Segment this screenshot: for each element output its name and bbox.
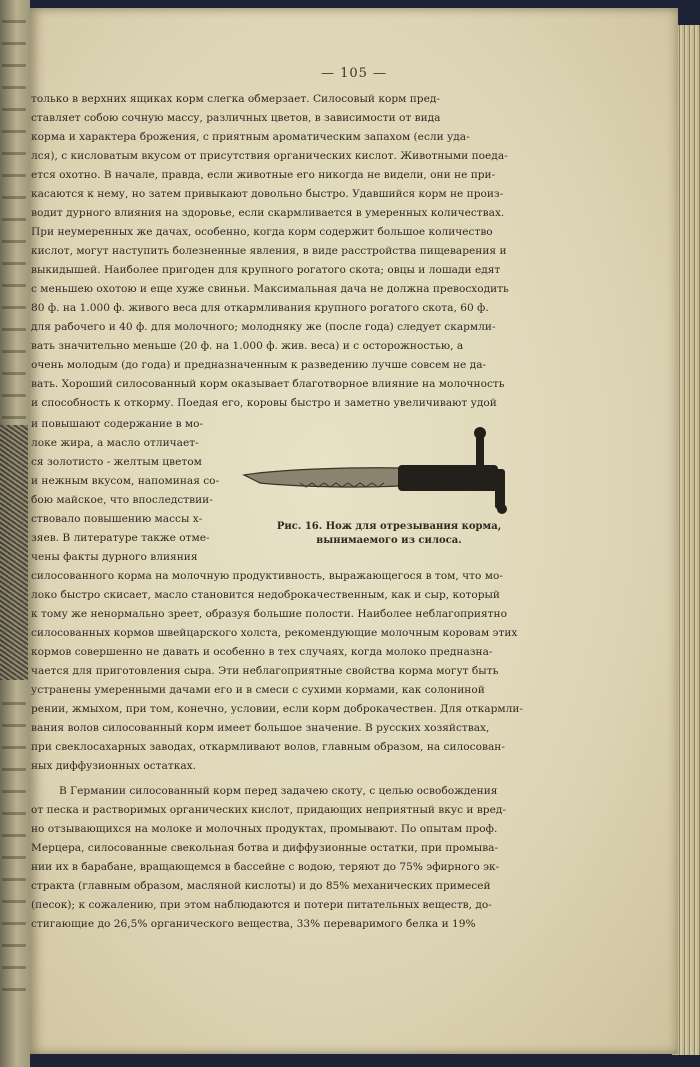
left-page-ghost-line xyxy=(2,702,26,705)
left-page-ghost-line xyxy=(2,20,26,23)
left-page-ghost-line xyxy=(2,988,26,991)
text-block-top xyxy=(31,90,531,413)
text-line: кормов совершенно не давать и особенно в тех случаях, когда молоко предназна- xyxy=(31,646,493,658)
text-line: вать значительно меньше (20 ф. на 1.000 ф. жив. веса) и с осторожностью, а xyxy=(31,340,464,352)
text-line: корма и характера брожения, с приятным ароматическим запахом (если уда- xyxy=(31,131,470,143)
left-page-ghost-line xyxy=(2,768,26,771)
left-page-ghost-line xyxy=(2,42,26,45)
text-line: стракта (главным образом, масляной кислоты) и до 85% механических примесей xyxy=(31,880,491,892)
left-page-ghost-line xyxy=(2,834,26,837)
text-line: для рабочего и 40 ф. для молочного; молодняку же (после года) следует скармли- xyxy=(31,321,496,333)
left-page-ghost-line xyxy=(2,746,26,749)
left-page-ghost-line xyxy=(2,812,26,815)
left-page-ghost-line xyxy=(2,944,26,947)
text-line: ся золотисто - желтым цветом xyxy=(31,456,202,468)
text-line: рении, жмыхом, при том, конечно, условии, если корм доброкачествен. Для откармли- xyxy=(31,703,523,715)
text-line: При неумеренных же дачах, особенно, когда корм содержит большое количество xyxy=(31,226,493,238)
left-page-ghost-line xyxy=(2,174,26,177)
text-line: 80 ф. на 1.000 ф. живого веса для откармливания крупного рогатого скота, 60 ф. xyxy=(31,302,489,314)
text-line: но отзывающихся на молоке и молочных продуктах, промывают. По опытам проф. xyxy=(31,823,498,835)
text-line: силосованных кормов швейцарского холста, рекомендующие молочным коровам этих xyxy=(31,627,518,639)
left-page-edge xyxy=(0,0,30,1067)
text-line: силосованного корма на молочную продуктивность, выражающегося в том, что мо- xyxy=(31,570,503,582)
left-page-ghost-line xyxy=(2,86,26,89)
text-line: ставляет собою сочную массу, различных цветов, в зависимости от вида xyxy=(31,112,441,124)
text-line: В Германии силосованный корм перед задачею скоту, с целью освобождения xyxy=(59,785,498,797)
text-line: к тому же ненормально зреет, образуя большие полости. Наиболее неблагоприятно xyxy=(31,608,507,620)
left-page-figure-fragment xyxy=(0,425,28,680)
left-page-ghost-line xyxy=(2,284,26,287)
left-page-ghost-line xyxy=(2,108,26,111)
left-page-ghost-line xyxy=(2,372,26,375)
text-block-wrap xyxy=(31,415,246,567)
left-page-ghost-line xyxy=(2,416,26,419)
left-page-ghost-line xyxy=(2,922,26,925)
text-line: выкидышей. Наиболее пригоден для крупного рогатого скота; овцы и лошади едят xyxy=(31,264,501,276)
text-line: ется охотно. В начале, правда, если животные его никогда не видели, они не при- xyxy=(31,169,496,181)
text-block-bottom xyxy=(31,567,531,934)
left-page-ghost-line xyxy=(2,350,26,353)
left-page-ghost-line xyxy=(2,856,26,859)
left-page-ghost-line xyxy=(2,328,26,331)
text-line: и нежным вкусом, напоминая со- xyxy=(31,475,220,487)
text-line: Мерцера, силосованные свекольная ботва и диффузионные остатки, при промыва- xyxy=(31,842,499,854)
figure-knife xyxy=(240,425,530,560)
text-line: с меньшею охотою и еще хуже свиньи. Максимальная дача не должна превосходить xyxy=(31,283,509,295)
text-line: бою майское, что впоследствии- xyxy=(31,494,213,506)
text-line: локо быстро скисает, масло становится недоброкачественным, как и сыр, который xyxy=(31,589,500,601)
left-page-ghost-line xyxy=(2,130,26,133)
text-line: только в верхних ящиках корм слегка обмерзает. Силосовый корм пред- xyxy=(31,93,440,105)
text-line: ствовало повышению массы х- xyxy=(31,513,203,525)
text-line: стигающие до 26,5% органического вещества, 33% переваримого белка и 19% xyxy=(31,918,476,930)
left-page-ghost-line xyxy=(2,64,26,67)
left-page-ghost-line xyxy=(2,790,26,793)
text-line: и повышают содержание в мо- xyxy=(31,418,204,430)
text-line: водит дурного влияния на здоровье, если скармливается в умеренных количествах. xyxy=(31,207,505,219)
text-line: кислот, могут наступить болезненные явления, в виде расстройства пищеварения и xyxy=(31,245,507,257)
text-line: нии их в барабане, вращающемся в бассейне с водою, теряют до 75% эфирного эк- xyxy=(31,861,500,873)
left-page-ghost-line xyxy=(2,262,26,265)
text-line: зяев. В литературе также отме- xyxy=(31,532,210,544)
text-line: при свеклосахарных заводах, откармливают волов, главным образом, на силосован- xyxy=(31,741,505,753)
page-number: — 105 — xyxy=(320,66,388,81)
left-page-ghost-line xyxy=(2,900,26,903)
left-page-ghost-line xyxy=(2,196,26,199)
text-line: очень молодым (до года) и предназначенным к разведению лучше совсем не да- xyxy=(31,359,487,371)
left-page-ghost-line xyxy=(2,306,26,309)
text-line: лся), с кисловатым вкусом от присутствия органических кислот. Животными поеда- xyxy=(31,150,508,162)
caption-line: Рис. 16. Нож для отрезывания корма, xyxy=(276,521,502,532)
knife-illustration xyxy=(240,425,530,515)
text-line: и способность к откорму. Поедая его, коровы быстро и заметно увеличивают удой xyxy=(31,397,497,409)
left-page-ghost-line xyxy=(2,966,26,969)
text-line: ных диффузионных остатках. xyxy=(31,760,196,772)
text-line: устранены умеренными дачами его и в смеси с сухими кормами, как солониной xyxy=(31,684,485,696)
text-line: чены факты дурного влияния xyxy=(31,551,198,563)
text-line: вания волов силосованный корм имеет большое значение. В русских хозяйствах, xyxy=(31,722,490,734)
figure-caption xyxy=(254,520,524,548)
text-line: локе жира, а масло отличает- xyxy=(31,437,199,449)
text-line: касаются к нему, но затем привыкают довольно быстро. Удавшийся корм не произ- xyxy=(31,188,504,200)
text-line: чается для приготовления сыра. Эти неблагоприятные свойства корма могут быть xyxy=(31,665,499,677)
left-page-ghost-line xyxy=(2,218,26,221)
left-page-ghost-line xyxy=(2,394,26,397)
left-page-ghost-line xyxy=(2,878,26,881)
left-page-ghost-line xyxy=(2,152,26,155)
text-line: от песка и растворимых органических кислот, придающих неприятный вкус и вред- xyxy=(31,804,506,816)
text-line: вать. Хороший силосованный корм оказывает благотворное влияние на молочность xyxy=(31,378,505,390)
caption-line: вынимаемого из силоса. xyxy=(316,535,462,546)
text-line: (песок); к сожалению, при этом наблюдаются и потери питательных веществ, до- xyxy=(31,899,492,911)
left-page-ghost-line xyxy=(2,724,26,727)
left-page-ghost-line xyxy=(2,240,26,243)
